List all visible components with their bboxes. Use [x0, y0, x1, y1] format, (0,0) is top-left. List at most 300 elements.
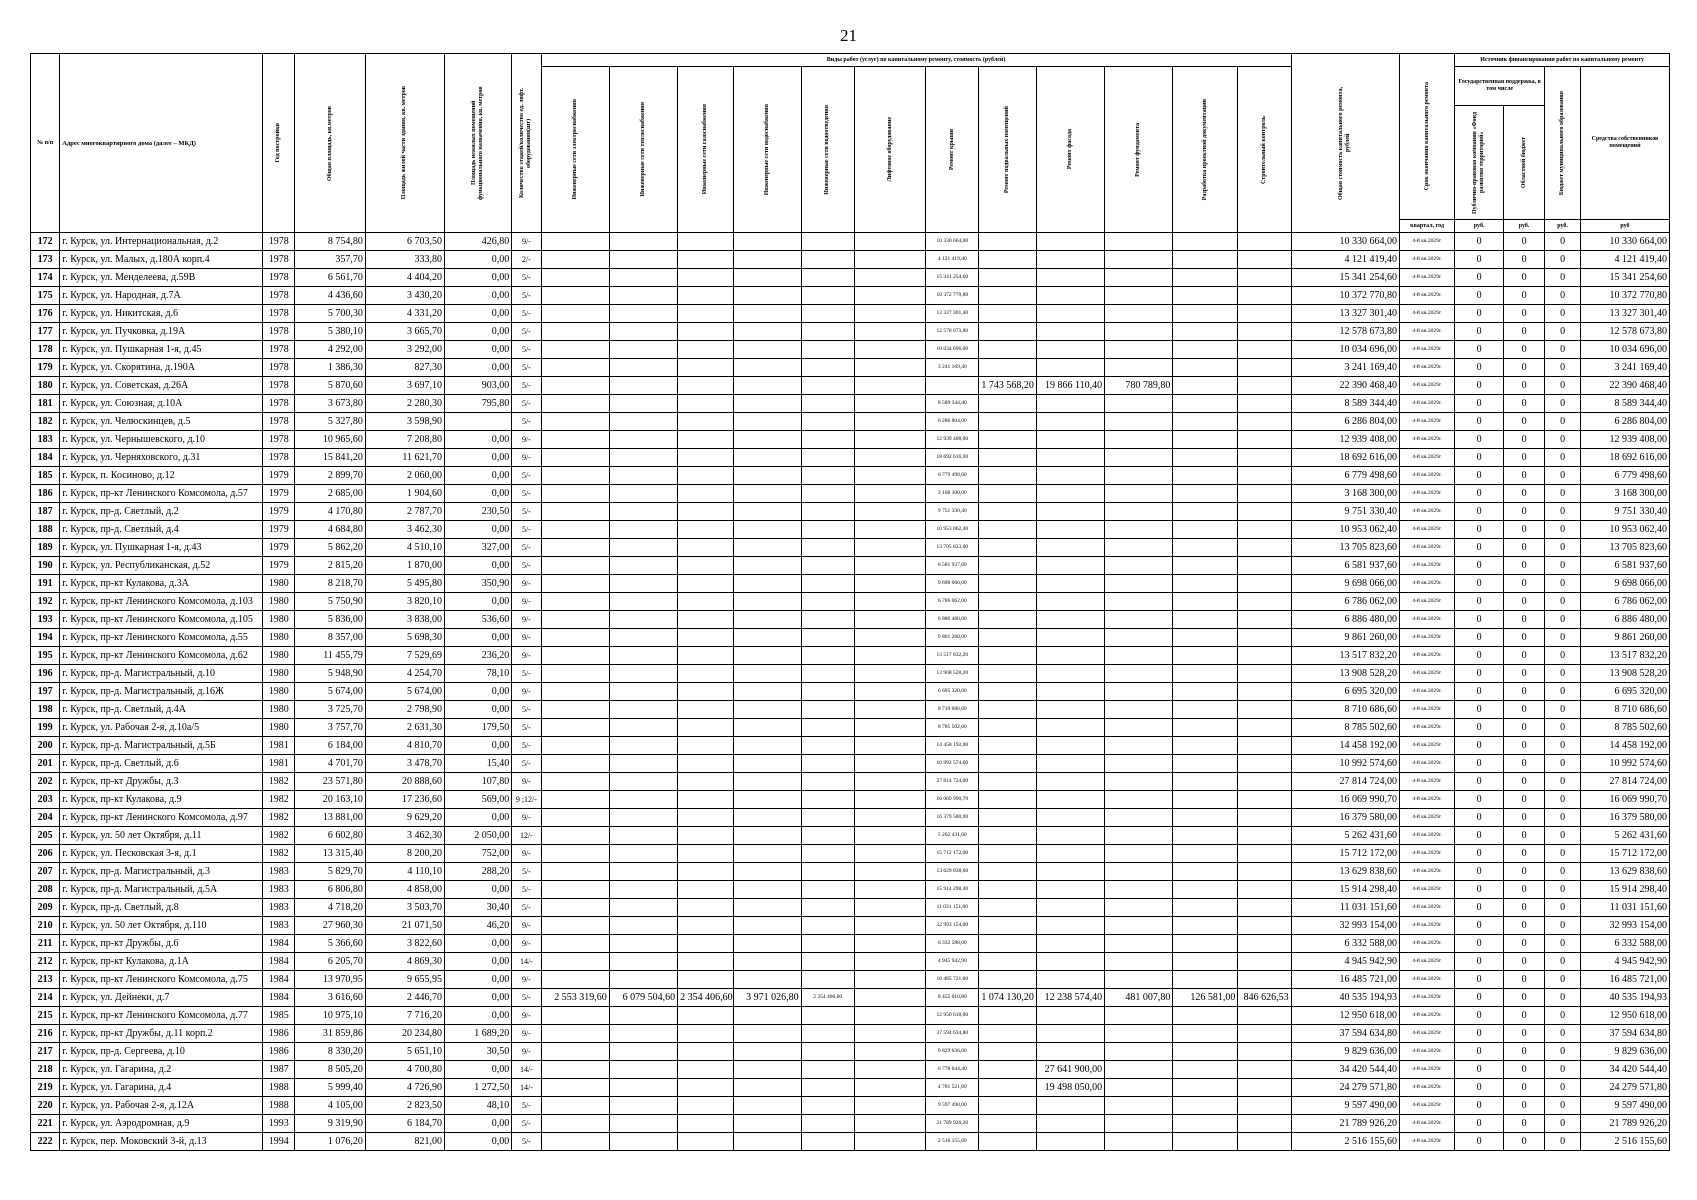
- row-number: 210: [31, 917, 60, 935]
- row-total-area: 15 841,20: [295, 449, 365, 467]
- row-work-facade: [1036, 701, 1104, 719]
- row-address: г. Курск, пр-д. Светлый, д.8: [60, 899, 263, 917]
- row-work-elevator: [854, 449, 926, 467]
- header-work-heating: Инженерные сети теплоснабжения: [609, 67, 677, 233]
- row-floors: 5/-: [512, 755, 541, 773]
- row-fund: 0: [1455, 665, 1504, 683]
- row-work-elevator: [854, 647, 926, 665]
- row-number: 208: [31, 881, 60, 899]
- row-municipal: 0: [1545, 341, 1581, 359]
- header-work-basement: Ремонт подвальных помещений: [979, 67, 1036, 233]
- row-work-water: [734, 953, 801, 971]
- row-work-foundation: 780 789,80: [1105, 377, 1173, 395]
- row-address: г. Курск, ул. Рабочая 2-я, д.12А: [60, 1097, 263, 1115]
- row-total-area: 6 561,70: [295, 269, 365, 287]
- row-floors: 14/-: [512, 953, 541, 971]
- row-work-foundation: [1105, 719, 1173, 737]
- row-work-roof: 13 517 832,20: [926, 647, 979, 665]
- row-work-roof: 6 695 320,00: [926, 683, 979, 701]
- row-year: 1978: [262, 305, 295, 323]
- row-total-area: 10 965,60: [295, 431, 365, 449]
- row-work-sewer: [801, 1007, 854, 1025]
- row-total-cost: 34 420 544,40: [1291, 1061, 1399, 1079]
- row-regional: 0: [1504, 845, 1545, 863]
- row-living-area: 21 071,50: [365, 917, 444, 935]
- row-work-foundation: [1105, 269, 1173, 287]
- row-owners: 6 581 937,60: [1580, 557, 1669, 575]
- row-number: 222: [31, 1133, 60, 1151]
- row-owners: 6 286 804,00: [1580, 413, 1669, 431]
- row-work-sewer: [801, 791, 854, 809]
- row-work-facade: [1036, 611, 1104, 629]
- row-nonres-area: 48,10: [445, 1097, 512, 1115]
- row-work-sewer: [801, 1061, 854, 1079]
- row-work-heating: [609, 755, 677, 773]
- row-work-design: [1173, 287, 1238, 305]
- row-year: 1986: [262, 1043, 295, 1061]
- row-living-area: 3 292,00: [365, 341, 444, 359]
- row-work-heating: [609, 593, 677, 611]
- row-number: 176: [31, 305, 60, 323]
- row-total-area: 10 975,10: [295, 1007, 365, 1025]
- row-work-sewer: [801, 899, 854, 917]
- row-year: 1978: [262, 251, 295, 269]
- row-regional: 0: [1504, 323, 1545, 341]
- row-total-cost: 13 517 832,20: [1291, 647, 1399, 665]
- table-row: [31, 233, 1670, 251]
- row-nonres-area: 0,00: [445, 935, 512, 953]
- header-work-water: Инженерные сети водоснабжения: [734, 67, 801, 233]
- header-unit-owners: руб: [1580, 220, 1669, 233]
- row-work-roof: 32 993 154,00: [926, 917, 979, 935]
- row-term: 4-й кв.2029г.: [1399, 629, 1454, 647]
- row-work-sewer: [801, 1133, 854, 1151]
- row-work-heating: [609, 683, 677, 701]
- row-nonres-area: 0,00: [445, 593, 512, 611]
- row-work-sewer: [801, 953, 854, 971]
- row-work-facade: [1036, 719, 1104, 737]
- row-year: 1986: [262, 1025, 295, 1043]
- row-nonres-area: 0,00: [445, 881, 512, 899]
- row-work-heating: [609, 809, 677, 827]
- header-work-elevator: Лифтовое оборудование: [854, 67, 926, 233]
- row-fund: 0: [1455, 1079, 1504, 1097]
- table-row: [31, 791, 1670, 809]
- row-work-basement: [979, 575, 1036, 593]
- row-year: 1982: [262, 809, 295, 827]
- row-term: 4-й кв.2029г.: [1399, 485, 1454, 503]
- row-year: 1980: [262, 665, 295, 683]
- row-owners: 6 779 498,60: [1580, 467, 1669, 485]
- row-municipal: 0: [1545, 305, 1581, 323]
- row-fund: 0: [1455, 773, 1504, 791]
- row-year: 1980: [262, 701, 295, 719]
- row-work-electric: [541, 845, 609, 863]
- table-row: [31, 287, 1670, 305]
- row-work-elevator: [854, 359, 926, 377]
- row-work-heating: [609, 971, 677, 989]
- row-work-heating: 6 079 504,60: [609, 989, 677, 1007]
- row-work-electric: [541, 701, 609, 719]
- row-work-control: [1238, 791, 1291, 809]
- row-floors: 5/-: [512, 1115, 541, 1133]
- row-work-water: [734, 449, 801, 467]
- row-owners: 9 698 066,00: [1580, 575, 1669, 593]
- row-owners: 6 695 320,00: [1580, 683, 1669, 701]
- row-owners: 8 710 686,60: [1580, 701, 1669, 719]
- row-term: 4-й кв.2029г.: [1399, 557, 1454, 575]
- row-term: 4-й кв.2029г.: [1399, 593, 1454, 611]
- row-fund: 0: [1455, 791, 1504, 809]
- row-number: 216: [31, 1025, 60, 1043]
- row-total-area: 13 315,40: [295, 845, 365, 863]
- row-regional: 0: [1504, 1061, 1545, 1079]
- row-owners: 16 485 721,00: [1580, 971, 1669, 989]
- row-work-electric: [541, 611, 609, 629]
- row-work-heating: [609, 1061, 677, 1079]
- row-work-elevator: [854, 953, 926, 971]
- row-work-roof: 15 341 254,60: [926, 269, 979, 287]
- row-work-electric: [541, 917, 609, 935]
- row-work-foundation: [1105, 809, 1173, 827]
- row-municipal: 0: [1545, 287, 1581, 305]
- row-number: 172: [31, 233, 60, 251]
- row-living-area: 3 503,70: [365, 899, 444, 917]
- row-year: 1978: [262, 359, 295, 377]
- row-work-foundation: [1105, 755, 1173, 773]
- row-work-design: [1173, 755, 1238, 773]
- row-work-water: [734, 611, 801, 629]
- row-nonres-area: 0,00: [445, 557, 512, 575]
- row-total-area: 6 205,70: [295, 953, 365, 971]
- row-work-control: [1238, 575, 1291, 593]
- row-number: 213: [31, 971, 60, 989]
- row-work-facade: [1036, 1133, 1104, 1151]
- row-term: 4-й кв.2029г.: [1399, 251, 1454, 269]
- row-work-gas: [678, 503, 734, 521]
- row-work-control: [1238, 827, 1291, 845]
- row-living-area: 333,80: [365, 251, 444, 269]
- row-work-facade: [1036, 1097, 1104, 1115]
- row-total-area: 31 859,86: [295, 1025, 365, 1043]
- row-work-water: [734, 1079, 801, 1097]
- header-owners: Средства собственников помещений: [1580, 67, 1669, 220]
- row-year: 1978: [262, 287, 295, 305]
- row-address: г. Курск, пр-кт Ленинского Комсомола, д.105: [60, 611, 263, 629]
- row-living-area: 3 838,00: [365, 611, 444, 629]
- row-work-basement: [979, 593, 1036, 611]
- row-regional: 0: [1504, 971, 1545, 989]
- row-work-foundation: [1105, 467, 1173, 485]
- row-address: г. Курск, ул. Советская, д.26А: [60, 377, 263, 395]
- row-municipal: 0: [1545, 323, 1581, 341]
- row-work-control: [1238, 413, 1291, 431]
- row-living-area: 4 858,00: [365, 881, 444, 899]
- row-year: 1979: [262, 503, 295, 521]
- row-total-cost: 15 341 254,60: [1291, 269, 1399, 287]
- row-work-water: [734, 719, 801, 737]
- row-municipal: 0: [1545, 791, 1581, 809]
- header-state-support: Государственная поддержка, в том числе: [1455, 67, 1545, 106]
- row-municipal: 0: [1545, 863, 1581, 881]
- row-nonres-area: 0,00: [445, 953, 512, 971]
- row-floors: 5/-: [512, 881, 541, 899]
- row-work-electric: [541, 1097, 609, 1115]
- row-owners: 22 390 468,40: [1580, 377, 1669, 395]
- row-term: 4-й кв.2029г.: [1399, 719, 1454, 737]
- row-work-electric: [541, 737, 609, 755]
- row-term: 4-й кв.2029г.: [1399, 647, 1454, 665]
- table-row: [31, 917, 1670, 935]
- row-work-sewer: [801, 737, 854, 755]
- row-total-area: 3 673,80: [295, 395, 365, 413]
- row-work-foundation: 481 007,80: [1105, 989, 1173, 1007]
- row-number: 175: [31, 287, 60, 305]
- row-fund: 0: [1455, 881, 1504, 899]
- table-row: [31, 359, 1670, 377]
- row-work-basement: [979, 827, 1036, 845]
- row-work-heating: [609, 1079, 677, 1097]
- row-work-heating: [609, 431, 677, 449]
- table-row: [31, 899, 1670, 917]
- row-work-roof: 2 516 155,60: [926, 1133, 979, 1151]
- row-work-foundation: [1105, 863, 1173, 881]
- row-work-roof: 3 241 169,40: [926, 359, 979, 377]
- row-work-roof: 8 710 686,60: [926, 701, 979, 719]
- row-work-gas: [678, 269, 734, 287]
- table-row: [31, 1007, 1670, 1025]
- table-row: [31, 341, 1670, 359]
- row-work-sewer: [801, 575, 854, 593]
- row-work-sewer: [801, 1025, 854, 1043]
- row-work-water: [734, 899, 801, 917]
- row-work-sewer: [801, 1115, 854, 1133]
- row-living-area: 4 254,70: [365, 665, 444, 683]
- row-work-electric: [541, 575, 609, 593]
- row-regional: 0: [1504, 809, 1545, 827]
- row-work-basement: [979, 917, 1036, 935]
- row-regional: 0: [1504, 467, 1545, 485]
- row-total-cost: 5 262 431,60: [1291, 827, 1399, 845]
- row-owners: 13 705 823,60: [1580, 539, 1669, 557]
- row-work-roof: 6 332 588,00: [926, 935, 979, 953]
- row-work-roof: 21 789 926,20: [926, 1115, 979, 1133]
- row-work-facade: [1036, 341, 1104, 359]
- row-work-foundation: [1105, 629, 1173, 647]
- table-row: [31, 503, 1670, 521]
- row-nonres-area: 327,00: [445, 539, 512, 557]
- row-work-elevator: [854, 683, 926, 701]
- row-work-foundation: [1105, 1079, 1173, 1097]
- row-living-area: 8 200,20: [365, 845, 444, 863]
- row-work-design: [1173, 377, 1238, 395]
- row-total-cost: 9 751 330,40: [1291, 503, 1399, 521]
- row-work-foundation: [1105, 539, 1173, 557]
- row-floors: 9/-: [512, 431, 541, 449]
- row-total-area: 5 366,60: [295, 935, 365, 953]
- row-work-foundation: [1105, 1133, 1173, 1151]
- row-work-elevator: [854, 467, 926, 485]
- row-total-area: 4 105,00: [295, 1097, 365, 1115]
- row-work-foundation: [1105, 431, 1173, 449]
- row-work-sewer: [801, 935, 854, 953]
- row-work-gas: [678, 827, 734, 845]
- row-work-gas: [678, 773, 734, 791]
- header-municipal: Бюджет муниципального образования: [1545, 67, 1581, 220]
- table-row: [31, 593, 1670, 611]
- row-work-sewer: [801, 467, 854, 485]
- row-work-control: [1238, 395, 1291, 413]
- row-total-cost: 14 458 192,00: [1291, 737, 1399, 755]
- row-work-gas: [678, 431, 734, 449]
- row-nonres-area: 0,00: [445, 629, 512, 647]
- row-work-foundation: [1105, 1115, 1173, 1133]
- row-floors: 5/-: [512, 467, 541, 485]
- row-work-control: [1238, 1025, 1291, 1043]
- row-living-area: 5 651,10: [365, 1043, 444, 1061]
- row-municipal: 0: [1545, 359, 1581, 377]
- row-number: 215: [31, 1007, 60, 1025]
- row-work-roof: [926, 377, 979, 395]
- row-nonres-area: 46,20: [445, 917, 512, 935]
- row-work-sewer: [801, 683, 854, 701]
- row-work-foundation: [1105, 971, 1173, 989]
- row-work-roof: 3 168 300,00: [926, 485, 979, 503]
- row-work-elevator: [854, 323, 926, 341]
- row-municipal: 0: [1545, 737, 1581, 755]
- row-work-heating: [609, 611, 677, 629]
- row-fund: 0: [1455, 575, 1504, 593]
- row-work-design: [1173, 683, 1238, 701]
- row-work-water: [734, 233, 801, 251]
- row-living-area: 7 716,20: [365, 1007, 444, 1025]
- row-total-area: 13 881,00: [295, 809, 365, 827]
- row-work-elevator: [854, 431, 926, 449]
- row-work-elevator: [854, 251, 926, 269]
- row-term: 4-й кв.2029г.: [1399, 899, 1454, 917]
- table-row: [31, 395, 1670, 413]
- row-regional: 0: [1504, 647, 1545, 665]
- row-work-facade: [1036, 1007, 1104, 1025]
- row-work-design: [1173, 395, 1238, 413]
- row-work-roof: 4 945 942,90: [926, 953, 979, 971]
- row-fund: 0: [1455, 683, 1504, 701]
- row-municipal: 0: [1545, 377, 1581, 395]
- row-work-electric: [541, 665, 609, 683]
- row-total-area: 3 725,70: [295, 701, 365, 719]
- row-address: г. Курск, ул. Пушкарная 1-я, д.45: [60, 341, 263, 359]
- row-floors: 5/-: [512, 737, 541, 755]
- row-work-control: [1238, 449, 1291, 467]
- row-total-cost: 10 330 664,00: [1291, 233, 1399, 251]
- row-work-roof: 13 705 823,60: [926, 539, 979, 557]
- row-work-sewer: [801, 629, 854, 647]
- row-work-basement: [979, 971, 1036, 989]
- row-work-foundation: [1105, 665, 1173, 683]
- row-work-elevator: [854, 629, 926, 647]
- row-floors: 9/-: [512, 1025, 541, 1043]
- row-owners: 3 241 169,40: [1580, 359, 1669, 377]
- row-floors: 2/-: [512, 251, 541, 269]
- row-floors: 5/-: [512, 899, 541, 917]
- row-living-area: 4 331,20: [365, 305, 444, 323]
- row-work-sewer: [801, 863, 854, 881]
- row-year: 1983: [262, 917, 295, 935]
- row-work-elevator: [854, 557, 926, 575]
- row-nonres-area: 288,20: [445, 863, 512, 881]
- row-term: 4-й кв.2029г.: [1399, 521, 1454, 539]
- row-total-cost: 22 390 468,40: [1291, 377, 1399, 395]
- row-number: 183: [31, 431, 60, 449]
- row-work-heating: [609, 791, 677, 809]
- row-work-design: [1173, 467, 1238, 485]
- page-number: 21: [840, 26, 857, 45]
- row-floors: 9/-: [512, 1007, 541, 1025]
- row-term: 4-й кв.2029г.: [1399, 989, 1454, 1007]
- row-work-facade: [1036, 593, 1104, 611]
- row-total-cost: 32 993 154,00: [1291, 917, 1399, 935]
- row-work-heating: [609, 1043, 677, 1061]
- row-fund: 0: [1455, 449, 1504, 467]
- row-work-design: [1173, 521, 1238, 539]
- row-work-roof: 16 379 580,00: [926, 809, 979, 827]
- row-work-roof: 18 692 616,00: [926, 449, 979, 467]
- row-owners: 13 327 301,40: [1580, 305, 1669, 323]
- row-year: 1982: [262, 845, 295, 863]
- row-work-foundation: [1105, 485, 1173, 503]
- row-term: 4-й кв.2029г.: [1399, 683, 1454, 701]
- row-fund: 0: [1455, 485, 1504, 503]
- row-floors: 5/-: [512, 359, 541, 377]
- row-work-electric: [541, 449, 609, 467]
- row-owners: 13 908 528,20: [1580, 665, 1669, 683]
- row-work-roof: 10 372 770,80: [926, 287, 979, 305]
- row-work-sewer: [801, 701, 854, 719]
- row-term: 4-й кв.2029г.: [1399, 809, 1454, 827]
- row-year: 1978: [262, 233, 295, 251]
- row-owners: 16 069 990,70: [1580, 791, 1669, 809]
- row-work-roof: 9 861 260,00: [926, 629, 979, 647]
- row-year: 1985: [262, 1007, 295, 1025]
- row-total-cost: 16 379 580,00: [1291, 809, 1399, 827]
- row-work-control: [1238, 683, 1291, 701]
- row-work-control: [1238, 845, 1291, 863]
- row-work-design: [1173, 863, 1238, 881]
- table-row: [31, 629, 1670, 647]
- row-address: г. Курск, ул. Менделеева, д.59В: [60, 269, 263, 287]
- row-work-electric: [541, 1007, 609, 1025]
- row-fund: 0: [1455, 251, 1504, 269]
- table-row: [31, 1043, 1670, 1061]
- row-floors: 5/-: [512, 701, 541, 719]
- row-work-electric: [541, 935, 609, 953]
- row-work-facade: [1036, 899, 1104, 917]
- row-work-sewer: [801, 665, 854, 683]
- row-floors: 9 ;12/-: [512, 791, 541, 809]
- row-year: 1982: [262, 827, 295, 845]
- row-municipal: 0: [1545, 1133, 1581, 1151]
- row-work-heating: [609, 359, 677, 377]
- row-work-facade: [1036, 917, 1104, 935]
- row-work-control: [1238, 377, 1291, 395]
- row-term: 4-й кв.2029г.: [1399, 395, 1454, 413]
- row-work-foundation: [1105, 287, 1173, 305]
- row-work-design: [1173, 791, 1238, 809]
- table-row: [31, 1097, 1670, 1115]
- row-work-heating: [609, 701, 677, 719]
- row-regional: 0: [1504, 665, 1545, 683]
- row-work-facade: 12 238 574,40: [1036, 989, 1104, 1007]
